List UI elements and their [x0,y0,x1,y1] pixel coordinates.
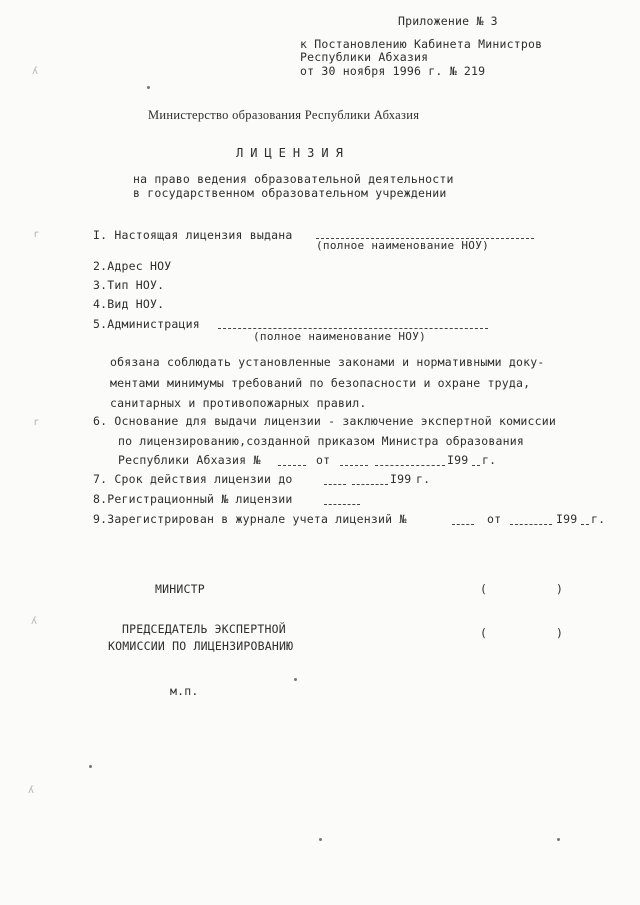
item-8-number-blank [324,494,360,505]
appendix-ref-line1: к Постановлению Кабинета Министров [300,37,543,51]
item-6-line-1: 6. Основание для выдачи лицензии - заключение экспертной комиссии [93,414,557,428]
chair-signature-label-1: ПРЕДСЕДАТЕЛЬ ЭКСПЕРТНОЙ [122,622,286,636]
appendix-ref-line2: Республики Абхазия [300,50,429,64]
item-1-label: I. Настоящая лицензия выдана [93,228,293,242]
document-subtitle-2: в государственном образовательном учреждении [133,186,447,200]
obligation-line-3: санитарных и противопожарных правил. [110,396,367,410]
item-8-label: 8.Регистрационный № лицензии [93,492,293,506]
item-1-caption: (полное наименование НОУ) [316,239,490,252]
item-9-date-blank [510,514,552,525]
item-1-blank [316,228,534,239]
obligation-line-1: обязана соблюдать установленные законами и нормативными доку- [110,355,545,369]
scan-speck [319,838,322,841]
chair-signature-label-2: КОМИССИИ ПО ЛИЦЕНЗИРОВАНИЮ [108,639,294,653]
item-2-address: 2.Адрес НОУ [93,259,172,273]
document-title: ЛИЦЕНЗИЯ [236,146,350,160]
item-7-label: 7. Срок действия лицензии до [93,472,293,486]
item-9-year-suffix: г. [591,512,606,526]
item-3-type: 3.Тип НОУ. [93,278,165,292]
item-6-order-number-blank [278,455,306,466]
item-5-caption: (полное наименование НОУ) [253,330,427,343]
item-6-from: от [316,453,331,467]
minister-signature-label: МИНИСТР [155,582,205,596]
margin-mark: ʎ [28,785,35,796]
item-7-day-blank [324,474,346,485]
item-5-blank [218,318,488,329]
margin-mark: r [33,229,40,240]
appendix-number: Приложение № 3 [398,14,498,28]
item-9-year: I99 [556,512,578,526]
margin-mark: ʎ [31,616,38,627]
chair-paren-close: ) [556,626,564,640]
scan-speck [147,86,150,89]
chair-paren-open: ( [480,626,488,640]
item-6-year-suffix: г. [482,453,497,467]
item-5-label: 5.Администрация [93,317,200,331]
item-6-line-2: по лицензированию,созданной приказом Министра образования [118,434,525,448]
scan-speck [557,838,560,841]
seal-place: м.п. [170,684,199,698]
obligation-line-2: ментами минимумы требований по безопасности и охране труда, [110,376,531,390]
item-9-number-blank [452,514,474,525]
item-6-year: I99 [447,453,469,467]
item-7-month-blank [352,474,388,485]
item-7-year: I99 [390,472,412,486]
item-9-from: от [487,512,502,526]
margin-mark: r [33,417,40,428]
appendix-ref-line3: от 30 ноября 1996 г. № 219 [300,64,486,78]
item-6-day-blank [340,455,368,466]
scan-speck [89,765,92,768]
minister-paren-open: ( [480,582,488,596]
minister-paren-close: ) [556,582,564,596]
scan-speck [294,678,297,681]
item-9-label: 9.Зарегистрирован в журнале учета лицензий № [93,512,407,526]
item-9-year-blank [581,514,589,525]
document-subtitle-1: на право ведения образовательной деятельности [133,172,454,186]
item-6-month-blank [375,455,445,466]
margin-mark: ʎ [32,66,39,77]
ministry-name: Министерство образования Республики Абхазия [148,108,420,122]
item-4-kind: 4.Вид НОУ. [93,297,165,311]
item-7-year-suffix: г. [416,472,431,486]
item-6-year-blank [472,455,480,466]
item-6-line-3a: Республики Абхазия № [118,453,261,467]
